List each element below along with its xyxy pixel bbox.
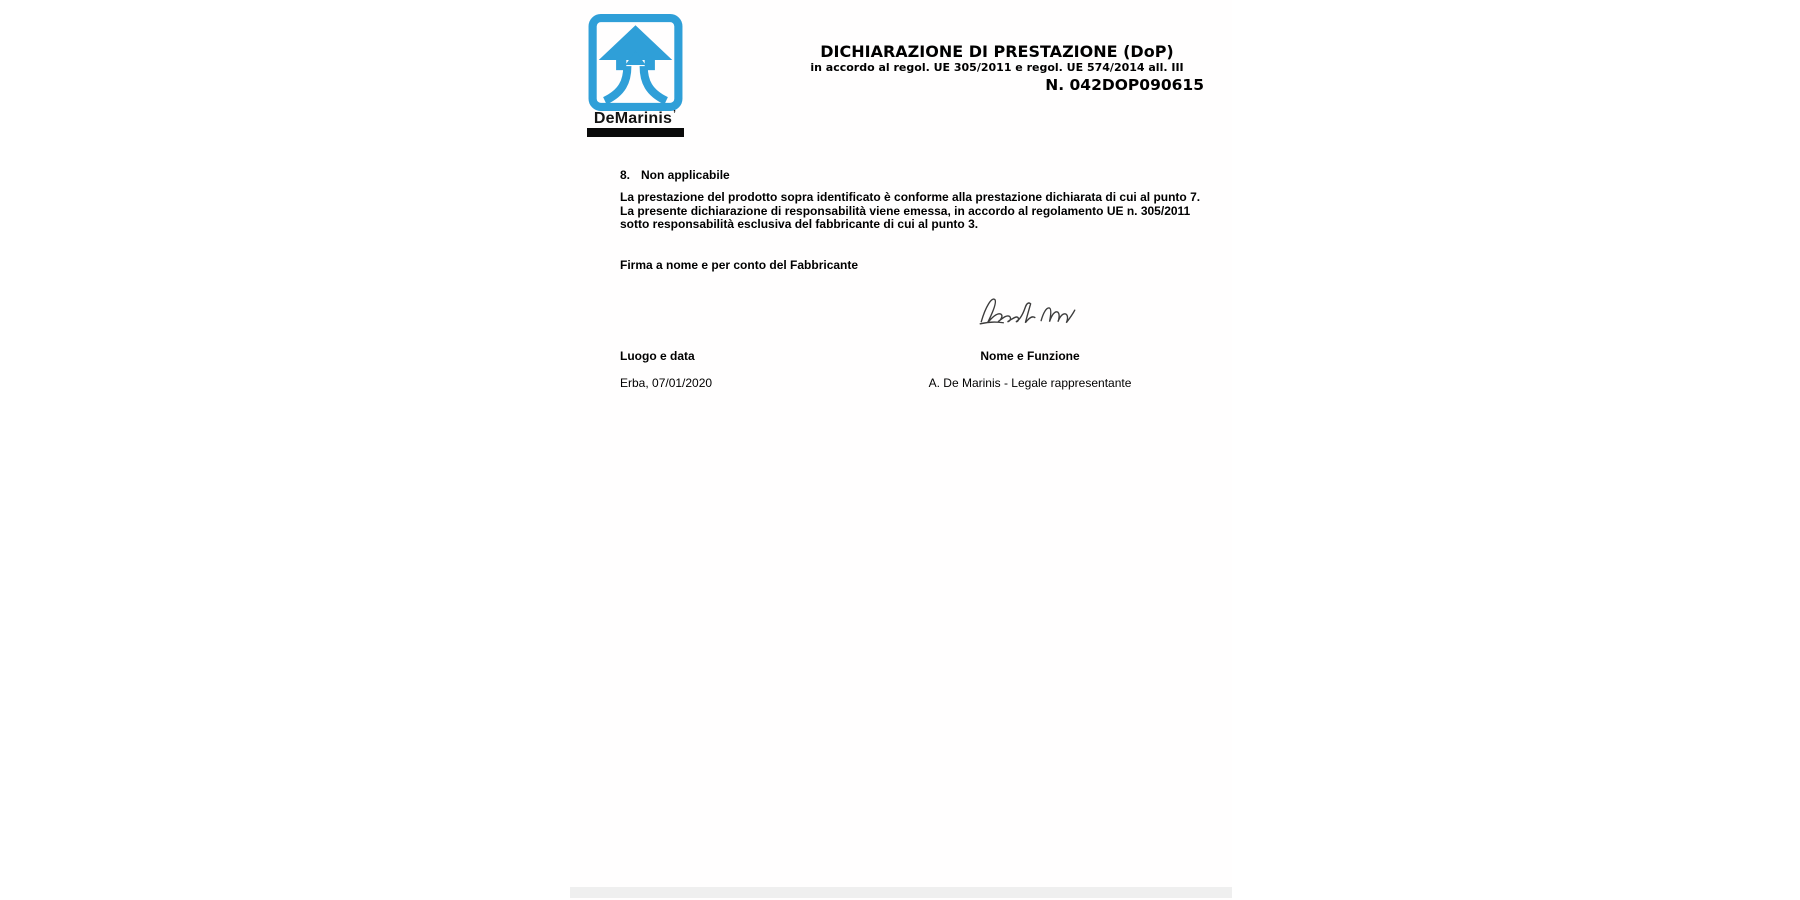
- paragraph-line-1: La prestazione del prodotto sopra identificato è conforme alla prestazione dichiarata di cui al punto 7.: [620, 190, 1201, 204]
- document-subtitle: in accordo al regol. UE 305/2011 e regol. UE 574/2014 all. III: [810, 61, 1184, 74]
- place-date-label: Luogo e data: [620, 349, 695, 363]
- item-8: [620, 169, 730, 183]
- logo-black-bar: [587, 128, 684, 137]
- page-bottom-edge: [570, 887, 1232, 898]
- document-page: [570, 0, 1232, 900]
- item-8-number: 8.: [620, 168, 631, 182]
- dop-number: N. 042DOP090615: [1045, 76, 1204, 94]
- paragraph-line-2: La presente dichiarazione di responsabilità viene emessa, in accordo al regolamento UE n. 305/2011: [620, 203, 1191, 218]
- paragraph-line-3: sotto responsabilità esclusiva del fabbricante di cui al punto 3.: [620, 217, 979, 232]
- place-date-value: Erba, 07/01/2020: [620, 376, 713, 390]
- demarinis-logo-icon: [588, 14, 683, 111]
- document-header: [790, 42, 1204, 95]
- logo-brand-text: [582, 109, 688, 128]
- item-8-text: Non applicabile: [641, 168, 730, 182]
- conformity-paragraph: [620, 190, 1201, 232]
- logo-trademark-tick: ’: [673, 109, 677, 120]
- signature-caption: Firma a nome e per conto del Fabbricante: [620, 258, 859, 272]
- name-function-value: A. De Marinis - Legale rappresentante: [928, 376, 1132, 390]
- signature-scribble: [978, 286, 1078, 328]
- logo-brand-name: DeMarinis: [593, 110, 673, 127]
- name-function-label: Nome e Funzione: [980, 349, 1080, 363]
- document-title: DICHIARAZIONE DI PRESTAZIONE (DoP): [820, 42, 1174, 61]
